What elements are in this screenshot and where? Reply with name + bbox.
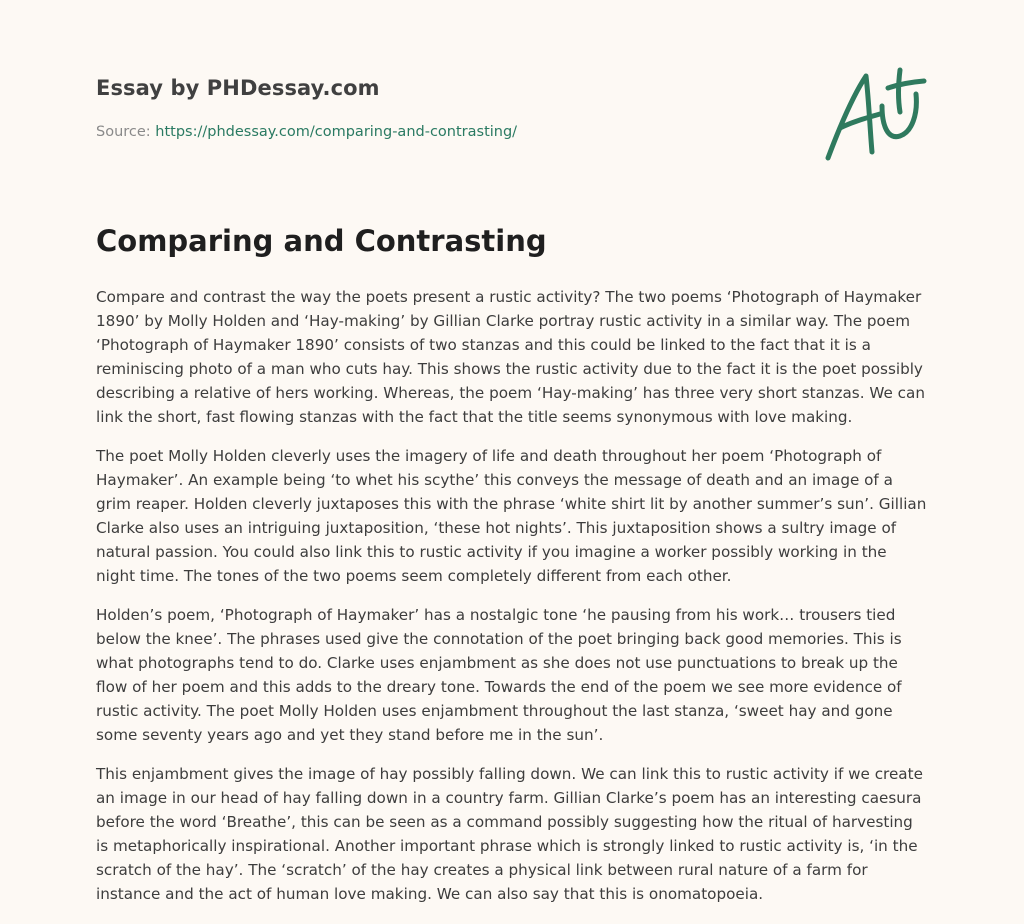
essay-paragraph: Holden’s poem, ‘Photograph of Haymaker’ has a nostalgic tone ‘he pausing from his work… trousers tied below the knee’. The phrases used give the connotation of the poet bringing back good memories. This is what photographs tend to do. Clarke uses enjambment as she does not use punctuations to break up the flow of her poem and this adds to the dreary tone. Towards the end of the poem we see more evidence of rustic activity. The poet Molly Holden uses enjambment throughout the last stanza, ‘sweet hay and gone some seventy years ago and yet they stand before me in the sun’.	[96, 606, 902, 744]
source-label: Source:	[96, 124, 151, 140]
source-link[interactable]: https://phdessay.com/comparing-and-contrasting/	[155, 124, 518, 140]
essay-body	[96, 285, 928, 921]
essay-paragraph: The poet Molly Holden cleverly uses the imagery of life and death throughout her poem ‘Photograph of Haymaker’. An example being ‘to whet his scythe’ this conveys the message of death and an image of a grim reaper. Holden cleverly juxtaposes this with the phrase ‘white shirt lit by another summer’s sun’. Gillian Clarke also uses an intriguing juxtaposition, ‘these hot nights’. This juxtaposition shows a sultry image of natural passion. You could also link this to rustic activity if you imagine a worker possibly working in the night time. The tones of the two poems seem completely different from each other.	[96, 447, 927, 585]
a-plus-grade-icon	[818, 64, 930, 168]
essay-title: Comparing and Contrasting	[96, 224, 547, 258]
essay-paragraph: This enjambment gives the image of hay possibly falling down. We can link this to rustic activity if we create an image in our head of hay falling down in a country farm. Gillian Clarke’s poem has an interesting caesura before the word ‘Breathe’, this can be seen as a command possibly suggesting how the ritual of harvesting is metaphorically inspirational. Another important phrase which is strongly linked to rustic activity is, ‘in the scratch of the hay’. The ‘scratch’ of the hay creates a physical link between rural nature of a farm for instance and the act of human love making. We can also say that this is onomatopoeia.	[96, 765, 923, 903]
source-line	[96, 124, 517, 140]
essay-paragraph: Compare and contrast the way the poets present a rustic activity? The two poems ‘Photograph of Haymaker 1890’ by Molly Holden and ‘Hay-making’ by Gillian Clarke portray rustic activity in a similar way. The poem ‘Photograph of Haymaker 1890’ consists of two stanzas and this could be linked to the fact that it is a reminiscing photo of a man who cuts hay. This shows the rustic activity due to the fact it is the poet possibly describing a relative of hers working. Whereas, the poem ‘Hay-making’ has three very short stanzas. We can link the short, fast flowing stanzas with the fact that the title seems synonymous with love making.	[96, 288, 925, 426]
site-brand: Essay by PHDessay.com	[96, 76, 380, 100]
